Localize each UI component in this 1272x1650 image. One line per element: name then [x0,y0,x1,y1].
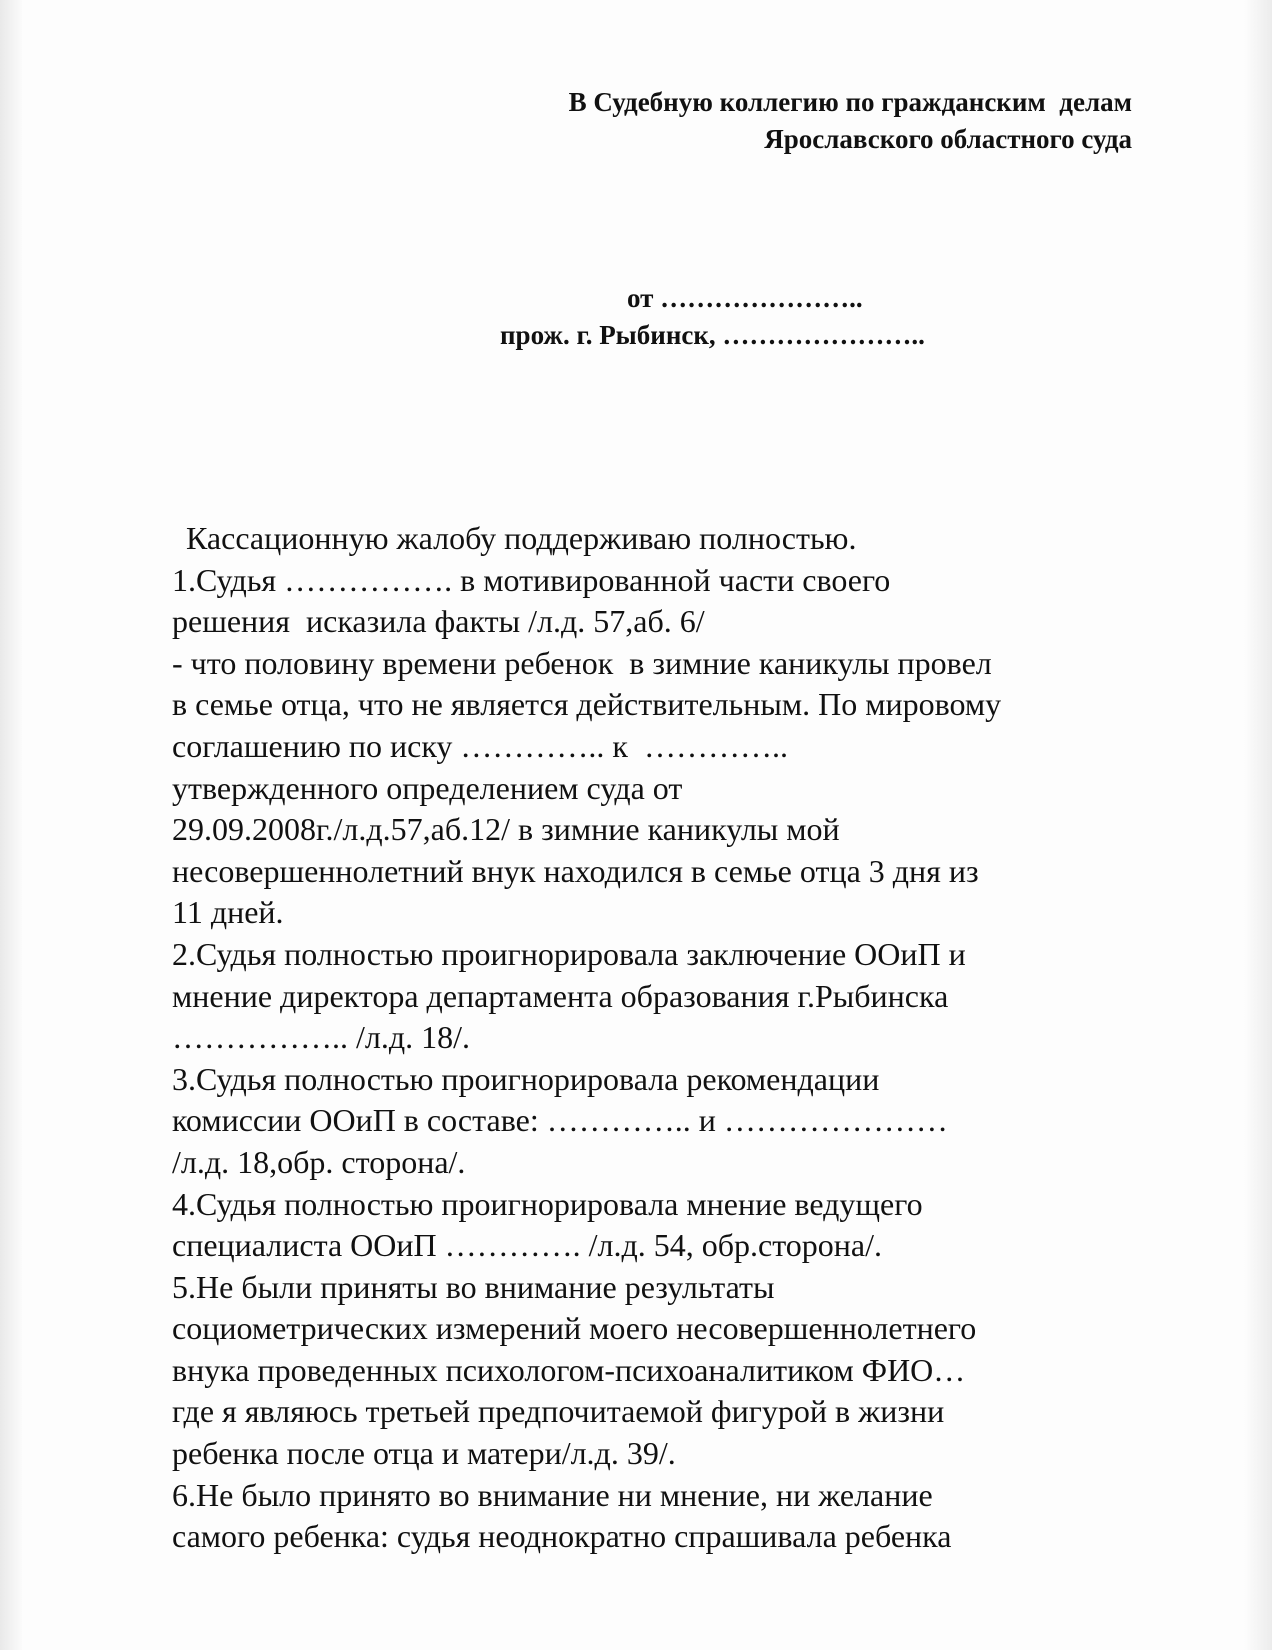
complaint-body [172,518,1162,1558]
body-line: Кассационную жалобу поддерживаю полностью. [186,520,857,556]
body-line: внука проведенных психологом-психоаналитиком ФИО… [172,1351,966,1388]
body-line: утвержденного определением суда от [172,769,683,806]
sender-from-line: от ………………….. [627,283,863,313]
body-line: - что половину времени ребенок в зимние каникулы провел [172,644,992,681]
body-line: 29.09.2008г./л.д.57,аб.12/ в зимние каникулы мой [172,811,840,848]
body-line: 5.Не были приняты во внимание результаты [172,1268,775,1305]
addressee-line: Ярославского областного суда [764,124,1132,154]
body-line: решения исказила факты /л.д. 57,аб. 6/ [172,603,705,640]
body-line: …………….. /л.д. 18/. [172,1019,471,1056]
addressee-line: В Судебную коллегию по гражданским делам [568,87,1132,117]
body-line: в семье отца, что не является действительным. По мировому [172,686,1002,723]
body-line: 2.Судья полностью проигнорировала заключение ООиП и [172,935,966,972]
body-line: социометрических измерений моего несовершеннолетнего [172,1310,977,1347]
body-line: соглашению по иску ………….. к ………….. [172,727,788,764]
body-line: 4.Судья полностью проигнорировала мнение ведущего [172,1185,923,1222]
body-line: где я являюсь третьей предпочитаемой фигурой в жизни [172,1393,945,1430]
addressee-block [312,84,1132,158]
sender-block [400,280,1100,354]
body-line: ребенка после отца и матери/л.д. 39/. [172,1435,676,1472]
body-line: /л.д. 18,обр. сторона/. [172,1143,466,1180]
body-line: несовершеннолетний внук находился в семье отца 3 дня из [172,852,979,889]
body-line: 3.Судья полностью проигнорировала рекомендации [172,1060,880,1097]
body-line: мнение директора департамента образования г.Рыбинска [172,977,949,1014]
body-line: самого ребенка: судья неоднократно спрашивала ребенка [172,1518,952,1555]
body-line: 11 дней. [172,894,284,931]
scan-edge-left [0,0,22,1650]
body-line: 1.Судья ……………. в мотивированной части своего [172,561,891,598]
body-line: комиссии ООиП в составе: ………….. и ………………… [172,1102,948,1139]
sender-address-line: прож. г. Рыбинск, ………………….. [500,320,925,350]
body-line: специалиста ООиП …………. /л.д. 54, обр.сторона/. [172,1227,882,1264]
scan-edge-right [1244,0,1272,1650]
body-line: 6.Не было принято во внимание ни мнение, ни желание [172,1476,933,1513]
